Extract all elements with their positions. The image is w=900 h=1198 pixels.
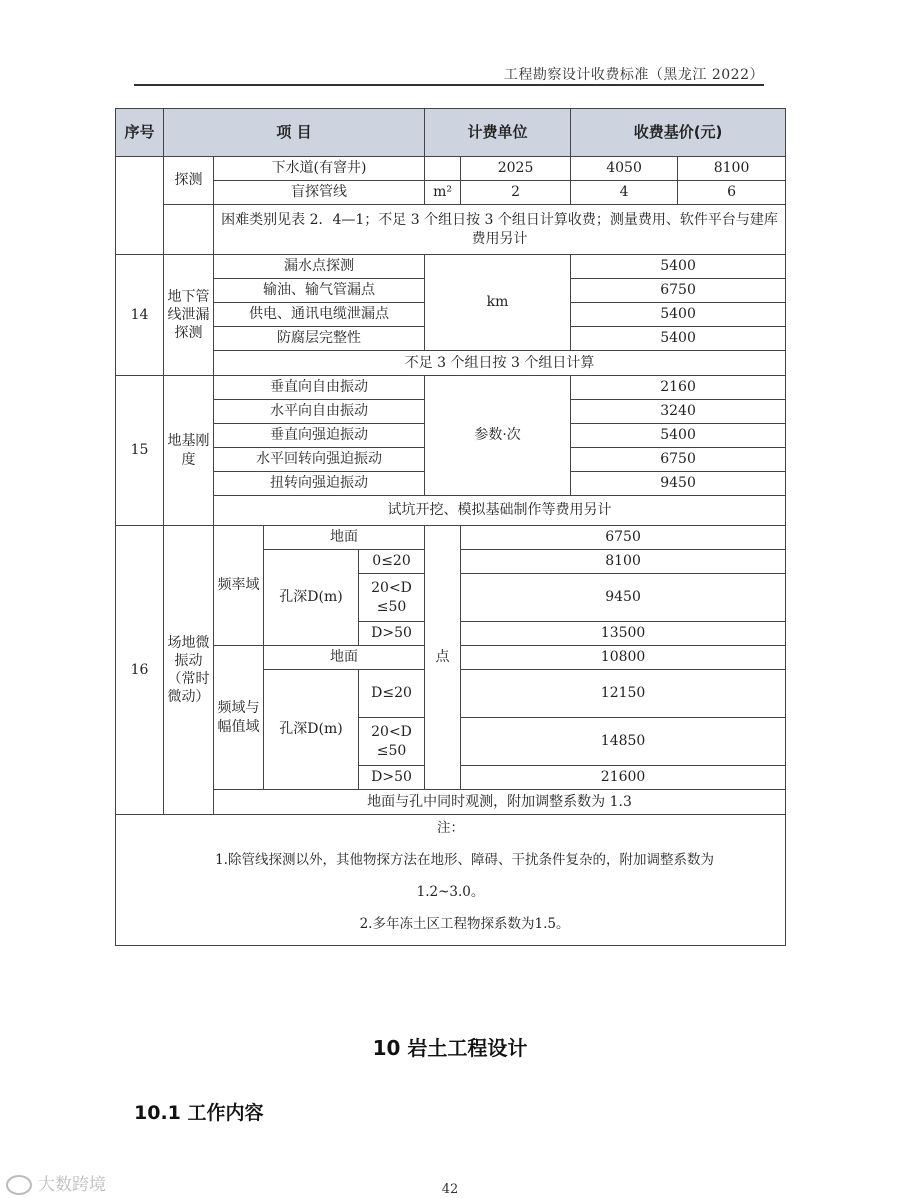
freq-depth-range-1: 0≤20	[359, 550, 425, 574]
unit-point: 点	[425, 526, 461, 790]
sub-amplitude-domain: 频域与幅值域	[214, 646, 264, 790]
sub-frequency-domain: 频率域	[214, 526, 264, 646]
price-amp-depth-3: 21600	[461, 766, 786, 790]
unit-km: km	[425, 255, 571, 351]
note-leak: 不足 3 个组日按 3 个组日计算	[214, 351, 786, 376]
subsection-title: 10.1 工作内容	[134, 1102, 264, 1124]
price-freq-depth-3: 13500	[461, 622, 786, 646]
item-torsional-forced: 扭转向强迫振动	[214, 472, 425, 496]
watermark-logo-icon	[6, 1175, 32, 1195]
price-amp-depth-2: 14850	[461, 718, 786, 766]
unit-m2: m²	[425, 181, 461, 205]
watermark	[6, 1170, 106, 1195]
item-vertical-free: 垂直向自由振动	[214, 376, 425, 400]
price-sewer-2: 4050	[571, 157, 678, 181]
category-cell-empty	[164, 205, 214, 255]
freq-depth-range-3: D>50	[359, 622, 425, 646]
amp-depth-label: 孔深D(m)	[264, 670, 359, 790]
page-number: 42	[441, 1182, 459, 1197]
price-torsional-forced: 9450	[571, 472, 786, 496]
running-header: 工程勘察设计收费标准（黑龙江 2022）	[503, 67, 764, 83]
price-blind-2: 4	[571, 181, 678, 205]
note-stiffness: 试坑开挖、模拟基础制作等费用另计	[214, 496, 786, 526]
freq-ground-label: 地面	[264, 526, 425, 550]
section-title: 10 岩土工程设计	[372, 1036, 528, 1060]
price-rocking-forced: 6750	[571, 448, 786, 472]
price-sewer-3: 8100	[678, 157, 786, 181]
category-foundation-stiffness: 地基刚度	[164, 376, 214, 526]
note-detect: 困难类别见表 2．4—1；不足 3 个组日按 3 个组日计算收费；测量费用、软件平台与建库费用另计	[214, 205, 786, 255]
item-vertical-forced: 垂直向强迫振动	[214, 424, 425, 448]
item-blind-pipeline: 盲探管线	[214, 181, 425, 205]
item-leak-cable: 供电、通讯电缆泄漏点	[214, 303, 425, 327]
price-leak-water: 5400	[571, 255, 786, 279]
item-rocking-forced: 水平回转向强迫振动	[214, 448, 425, 472]
price-freq-ground: 6750	[461, 526, 786, 550]
table-notes	[116, 815, 786, 946]
header-price: 收费基价(元)	[571, 109, 786, 157]
watermark-text: 大数跨境	[38, 1175, 106, 1195]
price-freq-depth-1: 8100	[461, 550, 786, 574]
amp-depth-range-2: 20<D ≤50	[359, 718, 425, 766]
price-amp-depth-1: 12150	[461, 670, 786, 718]
header-rule	[134, 84, 764, 86]
amp-depth-range-3: D>50	[359, 766, 425, 790]
price-freq-depth-2: 9450	[461, 574, 786, 622]
unit-param-times: 参数·次	[425, 376, 571, 496]
price-horizontal-free: 3240	[571, 400, 786, 424]
item-sewer: 下水道(有窨井)	[214, 157, 425, 181]
note-1: 1.除管线探测以外，其他物探方法在地形、障碍、干扰条件复杂的，附加调整系数为	[215, 851, 714, 868]
note-microtremor: 地面与孔中同时观测，附加调整系数为 1.3	[214, 790, 786, 815]
freq-depth-range-2: 20<D ≤50	[359, 574, 425, 622]
price-sewer-1: 2025	[461, 157, 571, 181]
seq-16: 16	[116, 526, 164, 815]
category-detect: 探测	[164, 157, 214, 205]
item-leak-oil-gas: 输油、输气管漏点	[214, 279, 425, 303]
header-unit: 计费单位	[425, 109, 571, 157]
fee-table	[115, 108, 786, 946]
header-item: 项 目	[164, 109, 425, 157]
seq-15: 15	[116, 376, 164, 526]
price-blind-3: 6	[678, 181, 786, 205]
seq-cell-empty	[116, 157, 164, 255]
price-blind-1: 2	[461, 181, 571, 205]
item-anticorrosion: 防腐层完整性	[214, 327, 425, 351]
price-leak-oil-gas: 6750	[571, 279, 786, 303]
notes-heading: 注：	[437, 820, 465, 837]
note-1-continued: 1.2~3.0。	[416, 883, 485, 900]
item-horizontal-free: 水平向自由振动	[214, 400, 425, 424]
amp-depth-range-1: D≤20	[359, 670, 425, 718]
seq-14: 14	[116, 255, 164, 376]
price-vertical-forced: 5400	[571, 424, 786, 448]
note-2: 2.多年冻土区工程物探系数为1.5。	[359, 915, 570, 932]
freq-depth-label: 孔深D(m)	[264, 550, 359, 646]
price-leak-cable: 5400	[571, 303, 786, 327]
amp-ground-label: 地面	[264, 646, 425, 670]
price-anticorrosion: 5400	[571, 327, 786, 351]
category-leak-detection: 地下管线泄漏探测	[164, 255, 214, 376]
header-seq: 序号	[116, 109, 164, 157]
category-microtremor: 场地微振动（常时微动）	[164, 526, 214, 815]
unit-cell-empty	[425, 157, 461, 181]
price-amp-ground: 10800	[461, 646, 786, 670]
item-leak-water: 漏水点探测	[214, 255, 425, 279]
price-vertical-free: 2160	[571, 376, 786, 400]
